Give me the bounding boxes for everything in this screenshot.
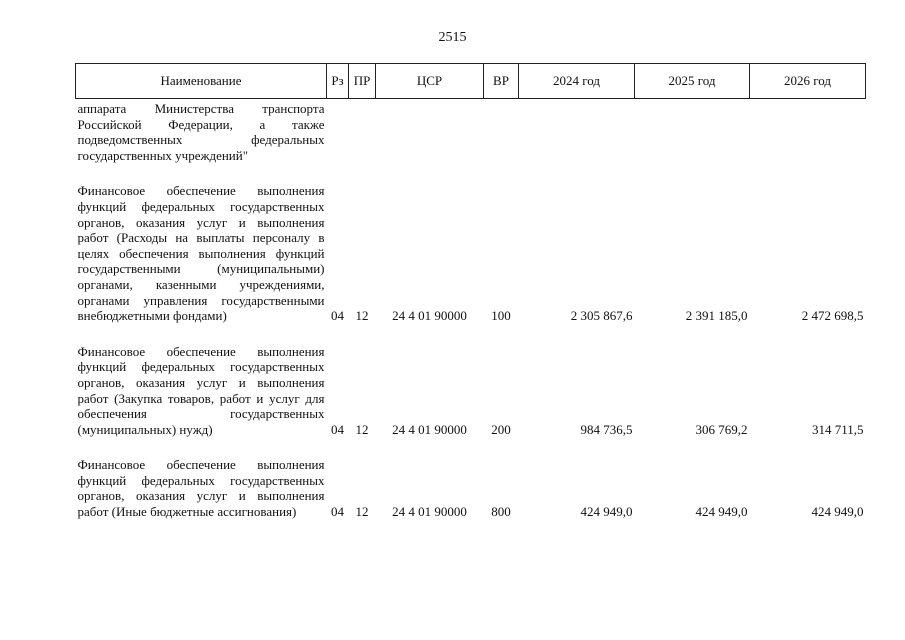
row-2024: 2 305 867,6 — [570, 308, 633, 324]
table-header-row — [76, 64, 866, 99]
row-pr — [349, 99, 376, 164]
header-2025: 2025 год — [635, 64, 750, 99]
table-row — [76, 99, 866, 164]
header-2024: 2024 год — [519, 64, 635, 99]
header-name: Наименование — [76, 64, 327, 99]
row-2024 — [519, 99, 635, 164]
row-2026 — [750, 99, 866, 164]
row-vr — [484, 99, 519, 164]
header-pr: ПР — [349, 64, 376, 99]
row-rz: 04 — [331, 504, 344, 520]
page-number: 2515 — [438, 30, 467, 45]
row-csr: 24 4 01 90000 — [392, 421, 467, 437]
row-2025: 2 391 185,0 — [685, 308, 748, 324]
table-row — [76, 457, 866, 519]
row-name: Финансовое обеспечение выполнения функций федеральных государственных органов, оказания услуг и выполнения работ (Закупка товаров, работ и услуг для обеспечения государственных (муниципальных) нужд) — [77, 343, 325, 437]
row-pr: 12 — [355, 504, 369, 520]
row-rz: 04 — [331, 421, 344, 437]
row-vr: 200 — [491, 421, 511, 437]
row-2026: 2 472 698,5 — [801, 308, 864, 324]
row-name: аппарата Министерства транспорта Российской Федерации, а также подведомственных федеральных государственных учреждений" — [77, 101, 325, 163]
row-2025: 306 769,2 — [695, 421, 748, 437]
header-csr: ЦСР — [376, 64, 484, 99]
row-rz — [327, 99, 349, 164]
header-2026: 2026 год — [750, 64, 866, 99]
row-2024: 984 736,5 — [580, 421, 633, 437]
row-spacer — [76, 437, 866, 457]
header-rz: Рз — [327, 64, 349, 99]
row-vr: 100 — [491, 308, 511, 324]
row-csr: 24 4 01 90000 — [392, 504, 467, 520]
row-csr: 24 4 01 90000 — [392, 308, 467, 324]
budget-table — [75, 63, 866, 520]
row-2025 — [635, 99, 750, 164]
row-name: Финансовое обеспечение выполнения функций федеральных государственных органов, оказания услуг и выполнения работ (Иные бюджетные ассигнования) — [77, 457, 325, 520]
row-rz: 04 — [331, 308, 344, 324]
row-pr: 12 — [355, 421, 369, 437]
row-pr: 12 — [355, 308, 369, 324]
row-spacer — [76, 163, 866, 183]
row-csr — [376, 99, 484, 164]
row-vr: 800 — [491, 504, 511, 520]
row-2026: 424 949,0 — [811, 504, 864, 520]
table-row — [76, 183, 866, 323]
row-spacer — [76, 324, 866, 344]
row-name: Финансовое обеспечение выполнения функций федеральных государственных органов, оказания услуг и выполнения работ (Расходы на выплаты персоналу в целях обеспечения выполнения функций государственными (муниципальными) органами, казенными учреждениями, органами управления государственными внебюджетными фондами) — [77, 183, 325, 324]
table-row — [76, 344, 866, 438]
header-vr: ВР — [484, 64, 519, 99]
row-2024: 424 949,0 — [580, 504, 633, 520]
row-2025: 424 949,0 — [695, 504, 748, 520]
row-2026: 314 711,5 — [811, 421, 864, 437]
